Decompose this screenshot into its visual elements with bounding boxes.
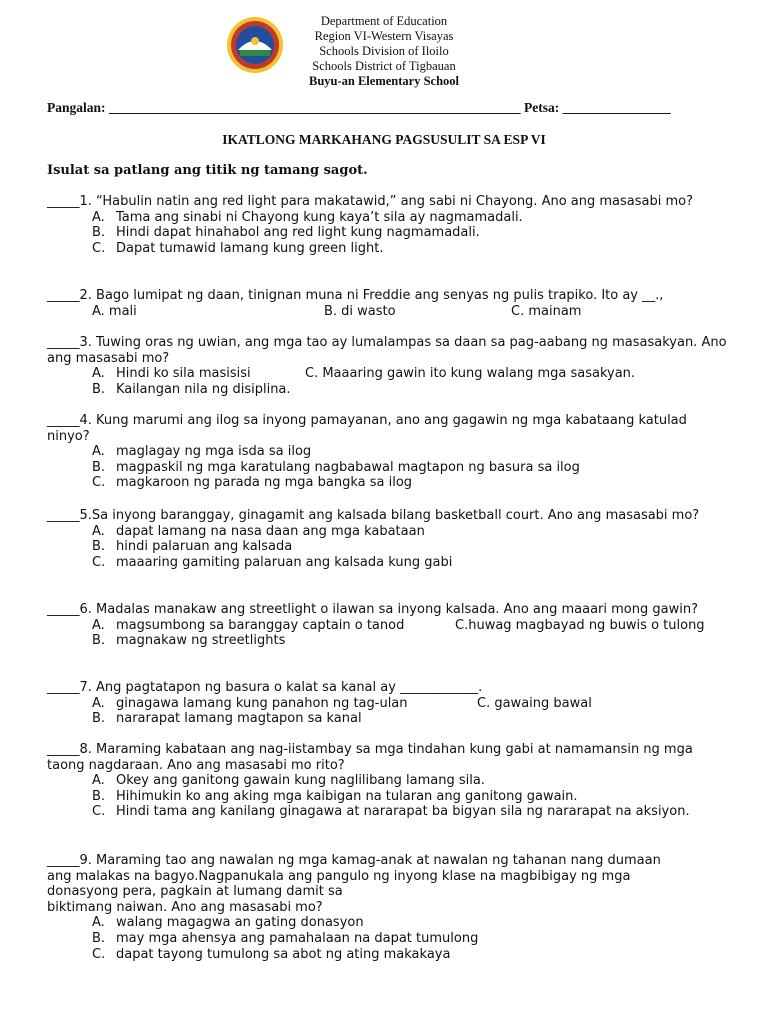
option: B. Hihimukin ko ang aking mga kaibigan na tularan ang ganitong gawain. (92, 788, 578, 804)
option: B. hindi palaruan ang kalsada (92, 539, 293, 555)
option-letter: B. (92, 711, 106, 727)
option: A. walang magagwa an gating donasyon (92, 915, 364, 931)
question-6 (47, 602, 727, 649)
option: C. mainam (511, 303, 582, 319)
option: C. Hindi tama ang kanilang ginagawa at nararapat ba bigyan sila ng nararapat na aksiyon. (92, 804, 690, 820)
name-blank[interactable]: _____________________________________________________________ (108, 100, 521, 115)
option-letter: A. (92, 695, 105, 711)
option-letter: B. (92, 381, 106, 397)
question-stem: _____2. Bago lumipat ng daan, tinignan muna ni Freddie ang senyas ng pulis trapiko. Ito ay __., (47, 288, 664, 303)
question-4 (47, 413, 727, 491)
question-1 (47, 194, 727, 256)
question-7 (47, 680, 727, 727)
letterhead-line: Schools Division of Iloilo (319, 44, 449, 58)
question-stem-line: _____9. Maraming tao ang nawalan ng mga kamag-anak at nawalan ng tahanan nang dumaan (47, 853, 661, 868)
option: magnakaw ng streetlights (116, 633, 286, 649)
question-8 (47, 742, 727, 820)
option: C. magkaroon ng parada ng mga bangka sa ilog (92, 475, 413, 491)
option: A. mali (92, 303, 137, 319)
option: B. Hindi dapat hinahabol ang red light kung nagmamadali. (92, 225, 480, 241)
question-stem-line: donasyong pera, pagkain at lumang damit sa (47, 884, 343, 900)
question-2 (47, 288, 727, 319)
option-letter: A. (92, 366, 105, 382)
question-stem: _____7. Ang pagtatapon ng basura o kalat sa kanal ay ____________. (47, 680, 483, 695)
question-5 (47, 508, 727, 570)
option: ginagawa lamang kung panahon ng tag-ulan (116, 695, 408, 711)
option: B. di wasto (324, 303, 396, 319)
option-letter: B. (92, 633, 106, 649)
option: A. dapat lamang na nasa daan ang mga kabataan (92, 523, 425, 539)
question-stem (47, 853, 727, 915)
instruction: Isulat sa patlang ang titik ng tamang sagot. (47, 163, 368, 178)
name-date-line (47, 100, 707, 116)
option: C. Dapat tumawid lamang kung green light. (92, 240, 384, 256)
question-stem: _____1. “Habulin natin ang red light para makatawid,” ang sabi ni Chayong. Ano ang masasabi mo? (47, 194, 694, 209)
exam-title: IKATLONG MARKAHANG PAGSUSULIT SA ESP VI (222, 132, 546, 147)
question-stem: _____4. Kung marumi ang ilog sa inyong pamayanan, ano ang gagawin ng mga kabataang katulad ninyo? (47, 413, 687, 444)
question-stem-line: ang malakas na bagyo.Nagpanukala ang pangulo ng inyong klase na magbibigay ng mga (47, 868, 631, 884)
date-blank[interactable]: ________________ (562, 100, 671, 115)
option: C. maaaring gamiting palaruan ang kalsada kung gabi (92, 554, 453, 570)
option: C. Maaaring gawin ito kung walang mga sasakyan. (305, 366, 636, 382)
question-stem-line: biktimang naiwan. Ano ang masasabi mo? (47, 899, 323, 915)
question-stem: _____6. Madalas manakaw ang streetlight o ilawan sa inyong kalsada. Ano ang maaari mong gawin? (47, 602, 698, 617)
option: C. dapat tayong tumulong sa abot ng ating makakaya (92, 946, 451, 962)
letterhead-line: Schools District of Tigbauan (312, 59, 456, 73)
option: Kailangan nila ng disiplina. (116, 381, 291, 397)
letterhead-line: Region VI-Western Visayas (314, 29, 454, 43)
option: magsumbong sa baranggay captain o tanod (116, 617, 405, 633)
option: C. gawaing bawal (477, 695, 592, 711)
option: A. maglagay ng mga isda sa ilog (92, 444, 312, 460)
option: Hindi ko sila masisisi (116, 366, 251, 382)
option: A. Tama ang sinabi ni Chayong kung kaya’t sila ay nagmamadali. (92, 209, 523, 225)
date-label: Petsa: (524, 100, 560, 115)
question-3 (47, 335, 727, 397)
option: B. magpaskil ng mga karatulang nagbabawal magtapon ng basura sa ilog (92, 459, 580, 475)
question-9 (47, 853, 727, 962)
option-letter: A. (92, 617, 105, 633)
option: nararapat lamang magtapon sa kanal (116, 711, 362, 727)
option: A. Okey ang ganitong gawain kung naglilibang lamang sila. (92, 773, 485, 789)
question-stem: _____5.Sa inyong baranggay, ginagamit ang kalsada bilang basketball court. Ano ang masasabi mo? (47, 508, 700, 523)
school-name: Buyu-an Elementary School (308, 74, 459, 88)
question-stem: _____3. Tuwing oras ng uwian, ang mga tao ay lumalampas sa daan sa pag-aabang ng masasakyan. Ano ang masasabi mo? (47, 335, 727, 366)
question-stem: _____8. Maraming kabataan ang nag-iistambay sa mga tindahan kung gabi at namamansin ng mga taong nagdaraan. Ano ang masasabi mo rito? (47, 742, 693, 773)
option: B. may mga ahensya ang pamahalaan na dapat tumulong (92, 930, 479, 946)
option: C.huwag magbayad ng buwis o tulong (455, 617, 705, 633)
name-label: Pangalan: (47, 100, 106, 115)
letterhead-line: Department of Education (320, 14, 448, 28)
letterhead (0, 14, 768, 89)
